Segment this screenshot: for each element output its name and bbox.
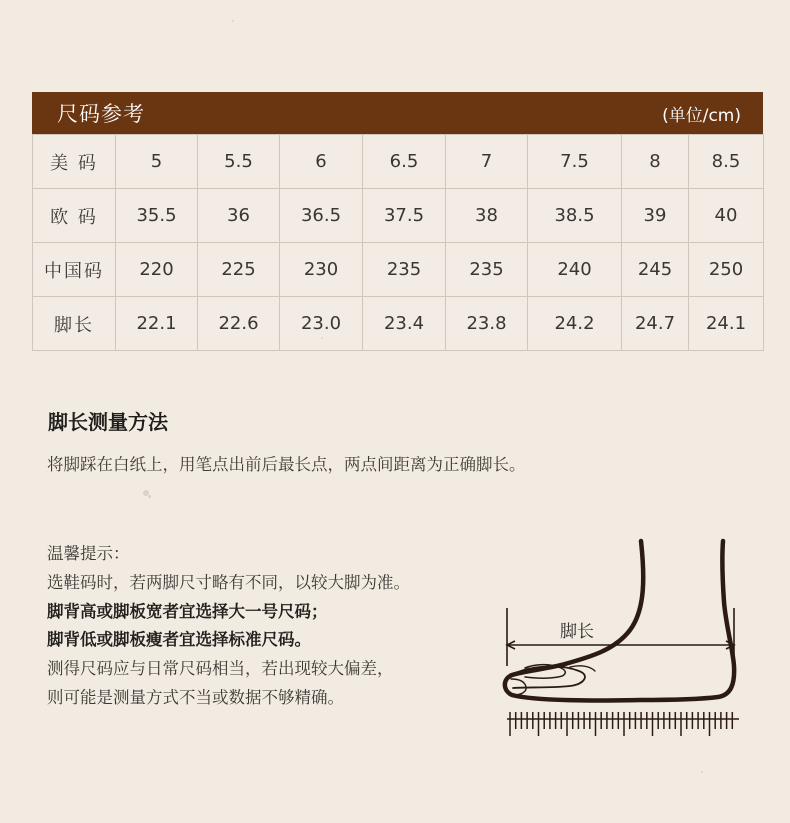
method-text: 将脚踩在白纸上，用笔点出前后最长点，两点间距离为正确脚长。 (47, 455, 526, 474)
foot-length-label: 脚长 (560, 622, 594, 642)
size-row-foot-length (33, 297, 764, 351)
row-label: 中国码 (33, 243, 116, 297)
table-cell: 39 (622, 189, 689, 243)
size-chart-header (32, 92, 763, 134)
size-row-eu (33, 189, 764, 243)
table-cell: 22.1 (116, 297, 198, 351)
table-cell: 24.2 (528, 297, 622, 351)
table-cell: 245 (622, 243, 689, 297)
table-cell: 230 (280, 243, 363, 297)
table-cell: 40 (689, 189, 764, 243)
table-cell: 250 (689, 243, 764, 297)
table-cell: 5 (116, 135, 198, 189)
size-chart-title: 尺码参考 (57, 102, 145, 126)
row-label: 欧 码 (33, 189, 116, 243)
table-cell: 23.4 (363, 297, 446, 351)
table-cell: 6.5 (363, 135, 446, 189)
table-cell: 22.6 (198, 297, 280, 351)
table-cell: 220 (116, 243, 198, 297)
table-cell: 24.1 (689, 297, 764, 351)
row-label: 美 码 (33, 135, 116, 189)
table-cell: 23.0 (280, 297, 363, 351)
table-cell: 235 (446, 243, 528, 297)
table-cell: 240 (528, 243, 622, 297)
table-cell: 6 (280, 135, 363, 189)
tips-line: 选鞋码时，若两脚尺寸略有不同，以较大脚为准。 (47, 572, 410, 592)
tips-title: 温馨提示： (47, 544, 130, 563)
tips-line: 脚背高或脚板宽者宜选择大一号尺码； (47, 601, 328, 621)
size-row-cn (33, 243, 764, 297)
foot-measure-diagram (495, 538, 750, 748)
table-cell: 23.8 (446, 297, 528, 351)
table-cell: 36.5 (280, 189, 363, 243)
table-cell: 7 (446, 135, 528, 189)
table-cell: 36 (198, 189, 280, 243)
table-cell: 235 (363, 243, 446, 297)
method-title: 脚长测量方法 (48, 410, 168, 434)
table-cell: 8 (622, 135, 689, 189)
table-cell: 8.5 (689, 135, 764, 189)
table-cell: 35.5 (116, 189, 198, 243)
row-label: 脚长 (33, 297, 116, 351)
tips-line: 测得尺码应与日常尺码相当，若出现较大偏差， (47, 659, 394, 679)
table-cell: 38.5 (528, 189, 622, 243)
table-cell: 37.5 (363, 189, 446, 243)
size-row-us (33, 135, 764, 189)
foot-measure-icon (495, 538, 750, 748)
table-cell: 225 (198, 243, 280, 297)
table-cell: 7.5 (528, 135, 622, 189)
tips-line: 脚背低或脚板瘦者宜选择标准尺码。 (47, 630, 311, 650)
size-table (32, 134, 764, 351)
size-chart-unit: (单位/cm) (662, 105, 741, 126)
table-cell: 5.5 (198, 135, 280, 189)
table-cell: 24.7 (622, 297, 689, 351)
size-chart (32, 92, 763, 351)
table-cell: 38 (446, 189, 528, 243)
tips-line: 则可能是测量方式不当或数据不够精确。 (47, 687, 344, 707)
tips-block (47, 540, 477, 713)
